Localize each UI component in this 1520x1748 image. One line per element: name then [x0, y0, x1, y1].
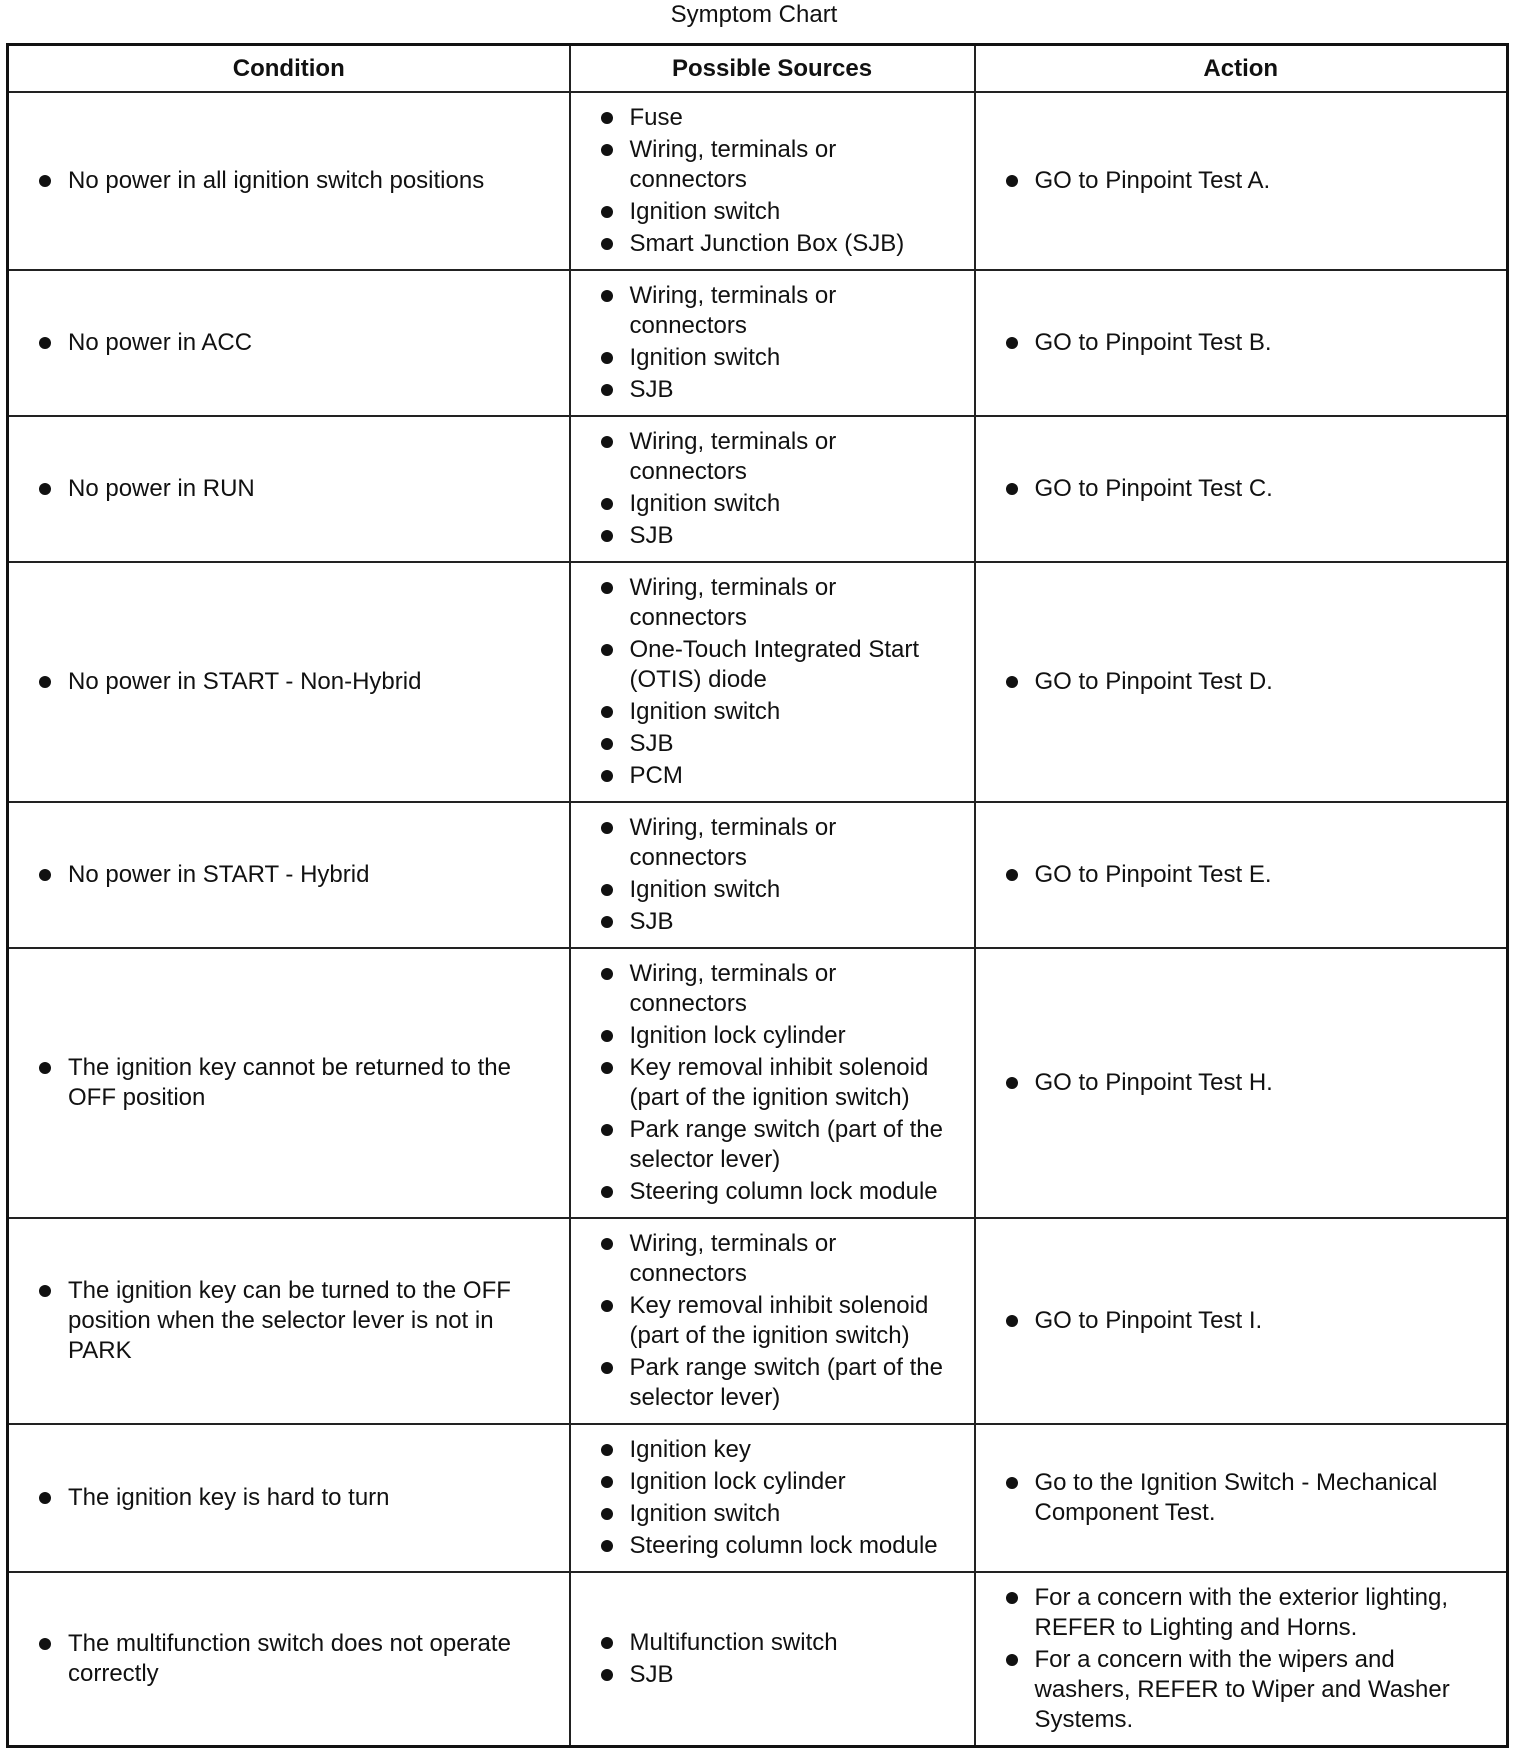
action-cell	[975, 562, 1508, 802]
list-item: Wiring, terminals or connectors	[599, 1229, 960, 1289]
chart-title: Symptom Chart	[670, 1, 838, 28]
header-row	[8, 45, 1508, 93]
header-action: Action	[975, 45, 1508, 93]
action-cell	[975, 1218, 1508, 1424]
list-item: No power in ACC	[37, 328, 555, 358]
action-cell	[975, 1424, 1508, 1572]
table-row	[8, 1424, 1508, 1572]
list-item: Ignition switch	[599, 697, 960, 727]
list-item: No power in all ignition switch positions	[37, 166, 555, 196]
list-item: Key removal inhibit solenoid (part of the ignition switch)	[599, 1291, 960, 1351]
condition-cell	[8, 416, 570, 562]
list-item: Fuse	[599, 103, 960, 133]
list-item: GO to Pinpoint Test I.	[1004, 1306, 1493, 1336]
bullet-list	[9, 464, 569, 514]
list-item: GO to Pinpoint Test D.	[1004, 667, 1493, 697]
list-item: Steering column lock module	[599, 1531, 960, 1561]
list-item: SJB	[599, 907, 960, 937]
bullet-list	[571, 271, 974, 415]
list-item: GO to Pinpoint Test E.	[1004, 860, 1493, 890]
bullet-list	[976, 156, 1507, 206]
condition-cell	[8, 562, 570, 802]
list-item: SJB	[599, 729, 960, 759]
list-item: For a concern with the exterior lighting, REFER to Lighting and Horns.	[1004, 1583, 1493, 1643]
list-item: Wiring, terminals or connectors	[599, 281, 960, 341]
bullet-list	[9, 1619, 569, 1699]
list-item: Ignition switch	[599, 197, 960, 227]
condition-cell	[8, 1424, 570, 1572]
list-item: Ignition switch	[599, 1499, 960, 1529]
list-item: For a concern with the wipers and washers, REFER to Wiper and Washer Systems.	[1004, 1645, 1493, 1735]
bullet-list	[571, 803, 974, 947]
list-item: Steering column lock module	[599, 1177, 960, 1207]
condition-cell	[8, 802, 570, 948]
possible-sources-cell	[570, 1572, 975, 1747]
list-item: No power in RUN	[37, 474, 555, 504]
action-cell	[975, 416, 1508, 562]
bullet-list	[976, 1458, 1507, 1538]
list-item: Ignition lock cylinder	[599, 1467, 960, 1497]
possible-sources-cell	[570, 562, 975, 802]
table-body	[8, 92, 1508, 1747]
list-item: The multifunction switch does not operate correctly	[37, 1629, 555, 1689]
bullet-list	[9, 657, 569, 707]
list-item: Ignition key	[599, 1435, 960, 1465]
list-item: Wiring, terminals or connectors	[599, 573, 960, 633]
list-item: SJB	[599, 521, 960, 551]
condition-cell	[8, 948, 570, 1218]
action-cell	[975, 802, 1508, 948]
list-item: Park range switch (part of the selector lever)	[599, 1115, 960, 1175]
list-item: Ignition switch	[599, 489, 960, 519]
list-item: Key removal inhibit solenoid (part of the ignition switch)	[599, 1053, 960, 1113]
list-item: Smart Junction Box (SJB)	[599, 229, 960, 259]
table-row	[8, 948, 1508, 1218]
action-cell	[975, 948, 1508, 1218]
list-item: One-Touch Integrated Start (OTIS) diode	[599, 635, 960, 695]
list-item: PCM	[599, 761, 960, 791]
symptom-chart-table	[6, 43, 1509, 1748]
list-item: The ignition key is hard to turn	[37, 1483, 555, 1513]
bullet-list	[976, 318, 1507, 368]
bullet-list	[9, 156, 569, 206]
possible-sources-cell	[570, 92, 975, 270]
bullet-list	[976, 1573, 1507, 1745]
list-item: SJB	[599, 1660, 960, 1690]
list-item: Go to the Ignition Switch - Mechanical Component Test.	[1004, 1468, 1493, 1528]
possible-sources-cell	[570, 802, 975, 948]
list-item: Ignition switch	[599, 343, 960, 373]
bullet-list	[571, 1219, 974, 1423]
condition-cell	[8, 1572, 570, 1747]
bullet-list	[571, 1425, 974, 1571]
table-row	[8, 802, 1508, 948]
header-possible-sources: Possible Sources	[570, 45, 975, 93]
bullet-list	[976, 464, 1507, 514]
list-item: SJB	[599, 375, 960, 405]
table-row	[8, 562, 1508, 802]
condition-cell	[8, 1218, 570, 1424]
list-item: GO to Pinpoint Test A.	[1004, 166, 1493, 196]
bullet-list	[9, 1266, 569, 1376]
bullet-list	[571, 949, 974, 1217]
bullet-list	[9, 850, 569, 900]
bullet-list	[9, 1473, 569, 1523]
list-item: The ignition key cannot be returned to the OFF position	[37, 1053, 555, 1113]
list-item: Ignition lock cylinder	[599, 1021, 960, 1051]
bullet-list	[571, 1618, 974, 1700]
action-cell	[975, 270, 1508, 416]
bullet-list	[976, 1058, 1507, 1108]
bullet-list	[571, 563, 974, 801]
list-item: GO to Pinpoint Test H.	[1004, 1068, 1493, 1098]
bullet-list	[571, 417, 974, 561]
bullet-list	[9, 1043, 569, 1123]
bullet-list	[976, 1296, 1507, 1346]
list-item: Wiring, terminals or connectors	[599, 427, 960, 487]
table-row	[8, 1572, 1508, 1747]
list-item: Ignition switch	[599, 875, 960, 905]
list-item: Wiring, terminals or connectors	[599, 959, 960, 1019]
bullet-list	[976, 850, 1507, 900]
list-item: GO to Pinpoint Test C.	[1004, 474, 1493, 504]
table-row	[8, 92, 1508, 270]
action-cell	[975, 1572, 1508, 1747]
list-item: No power in START - Non-Hybrid	[37, 667, 555, 697]
possible-sources-cell	[570, 1218, 975, 1424]
action-cell	[975, 92, 1508, 270]
condition-cell	[8, 270, 570, 416]
header-condition: Condition	[8, 45, 570, 93]
bullet-list	[571, 93, 974, 269]
table-row	[8, 416, 1508, 562]
list-item: The ignition key can be turned to the OFF position when the selector lever is not in PARK	[37, 1276, 555, 1366]
bullet-list	[9, 318, 569, 368]
possible-sources-cell	[570, 948, 975, 1218]
list-item: GO to Pinpoint Test B.	[1004, 328, 1493, 358]
possible-sources-cell	[570, 1424, 975, 1572]
list-item: Park range switch (part of the selector lever)	[599, 1353, 960, 1413]
bullet-list	[976, 657, 1507, 707]
list-item: Wiring, terminals or connectors	[599, 135, 960, 195]
list-item: No power in START - Hybrid	[37, 860, 555, 890]
possible-sources-cell	[570, 416, 975, 562]
list-item: Wiring, terminals or connectors	[599, 813, 960, 873]
possible-sources-cell	[570, 270, 975, 416]
table-row	[8, 270, 1508, 416]
list-item: Multifunction switch	[599, 1628, 960, 1658]
table-row	[8, 1218, 1508, 1424]
condition-cell	[8, 92, 570, 270]
